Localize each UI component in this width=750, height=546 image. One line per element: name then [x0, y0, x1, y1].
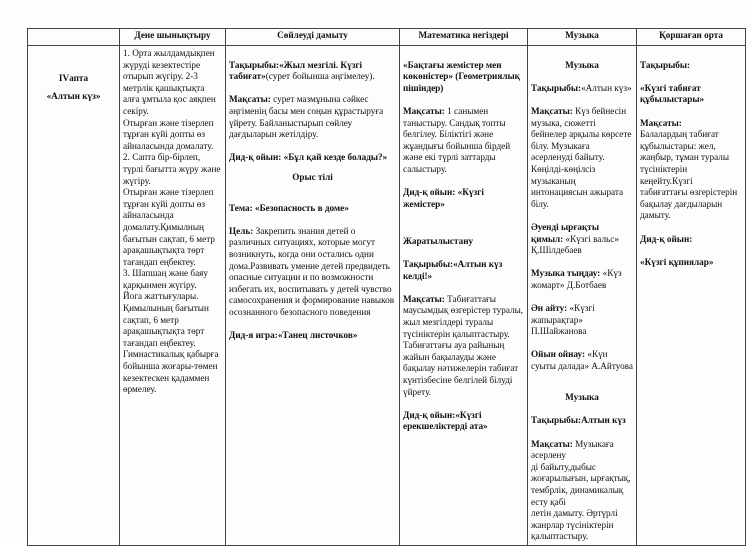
header-physical: Дене шынықтыру — [120, 29, 226, 46]
music-rhythm-label: Әуенді ырғақты қимыл: — [531, 221, 599, 244]
music-title-2: Музыка — [565, 392, 599, 403]
header-music: Музыка — [528, 29, 637, 46]
speech-goal: сурет мазмұнына сәйкес әңгіменің басы мен соңын құрастыруға үйрету. Байланыстырып сөйлеу дағдыларын жетілдіру. — [229, 94, 384, 140]
math-cell — [400, 46, 528, 546]
music-cell — [528, 46, 637, 546]
speech-game-label: Дид-қ ойын: — [229, 152, 282, 163]
header-environment: Қоршаған орта — [637, 29, 746, 46]
music-topic2-label: Тақырыбы: — [531, 415, 582, 426]
ru-topic: «Безопасность в доме» — [252, 202, 349, 213]
music-game: «Күн суыты далада» А.Айтуова — [531, 349, 633, 372]
week-cell — [28, 46, 120, 546]
header-math: Математика негіздері — [400, 29, 528, 46]
music-sing: «Күзгі жапырақтар» П.Шайжанова — [531, 303, 595, 337]
speech-cell — [226, 46, 400, 546]
table-header-row — [28, 29, 746, 46]
env-goal-label: Мақсаты: — [640, 117, 682, 128]
nature-block — [403, 224, 524, 433]
speech-topic: «Жыл мезгілі. Күзгі табиғат» — [229, 59, 363, 82]
russian-title: Орыс тілі — [292, 171, 333, 182]
music-rhythm: «Күзгі вальс» Қ.Шілдебаев — [531, 233, 619, 256]
nature-game-label: Дид-қ ойын: — [403, 409, 456, 420]
music-sing-label: Ән айту: — [531, 303, 568, 314]
math-game: «Күзгі жемістер» — [403, 187, 484, 209]
header-empty — [28, 29, 120, 46]
physical-cell — [120, 46, 226, 546]
ru-topic-label: Тема: — [229, 202, 253, 213]
math-goal-label: Мақсаты: — [403, 105, 445, 116]
ru-goal: Закрепить знания детей о различных ситуациях, которые могут возникнуть, когда они остались одни дома.Развивать умение детей предвидеть опасные ситуации и по возможности избегать их, воспитывать у детей чувство самосохранения и формирование навыков осознанного безопасного поведения — [229, 225, 395, 317]
nature-topic: «Алтын күз келді!» — [403, 259, 503, 281]
nature-goal: Табиғаттағы маусымдық өзгерістер туралы, жыл мезгілдері туралы түсініктерін қалыптастыру. Табиғаттағы ауа райының жайын бақылауды және бақылау нәтижелерін табиғат күнтізбесіне белгілей білуді үйрету. — [403, 293, 524, 397]
russian-block — [229, 191, 396, 342]
table-row-week4 — [28, 46, 746, 546]
music-block-2 — [531, 381, 633, 543]
env-game-label: Дид-қ ойын: — [640, 233, 693, 244]
music-game-label: Ойын ойнау: — [531, 349, 586, 360]
speech-block — [229, 48, 396, 164]
env-block — [640, 48, 742, 268]
music-topic-label: Тақырыбы: — [531, 82, 582, 93]
math-block — [403, 48, 524, 210]
music-goal: Күз бейнесін музыка, сюжетті бейнелер арқылы көрсете білу. Музыкаға әсерленуді байыту. Көңілді-көңілсіз музыканың интонациясын ажырата білу. — [531, 105, 632, 209]
ru-game-label: Дид-я игра: — [229, 330, 278, 341]
math-topic: «Бақтағы жемістер мен көкөністер» (Геометриялық пішіндер) — [403, 59, 520, 93]
env-game: «Күзгі құпиялар» — [640, 256, 714, 267]
week-theme: «Алтын күз» — [46, 91, 101, 101]
nature-goal-label: Мақсаты: — [403, 293, 445, 304]
music-topic: «Алтын күз» — [581, 82, 632, 93]
music-block — [531, 48, 633, 373]
math-goal: 1 санымен таныстыру. Сандық топты белгілеу. Біліктігі және жұандығы бойынша бірдей және екі түрлі заттарды салыстыру. — [403, 105, 511, 174]
speech-topic-note: (сурет бойынша әңгімелеу). — [265, 71, 375, 82]
music-topic2: Алтын күз — [581, 415, 626, 426]
nature-game: «Күзгі ерекшеліктерді ата» — [403, 409, 488, 432]
music-goal-label: Мақсаты: — [531, 105, 573, 116]
math-game-label: Дид-қ ойын: — [403, 187, 456, 198]
env-goal: Балалардың табиғат құбылыстары: жел, жаңбыр, тұман туралы түсініктерін кеңейту.Күзгі табиғаттағы өзгерістерін бақылау дағдыларын дамыту. — [640, 129, 738, 221]
music-goal2-label: Мақсаты: — [531, 438, 573, 449]
ru-game: «Танец листочков» — [277, 330, 358, 341]
environment-cell — [637, 46, 746, 546]
speech-goal-label: Мақсаты: — [229, 94, 271, 105]
music-goal2: Музыкаға әсерлену ді байыту,дыбыс жоғарылығын, ырғақтық, тембрлік, динамикалық есту қабі летін дамыту. Әртүрлі жанрлар түсініктерін қалыптастыру. — [531, 438, 631, 542]
nature-topic-label: Тақырыбы: — [403, 259, 454, 270]
music-title: Музыка — [565, 59, 599, 70]
music-listen: «Күз жомарт» Д.Ботбаев — [531, 268, 622, 290]
music-listen-label: Музыка тыңдау: — [531, 268, 601, 279]
speech-game: «Бұл қай кезде болады?» — [281, 152, 388, 163]
header-speech: Сөйлеуді дамыту — [226, 29, 400, 46]
env-topic: «Күзгі табиғат құбылыстары» — [640, 82, 705, 105]
nature-title: Жаратылыстану — [403, 235, 474, 246]
lesson-plan-table — [27, 28, 746, 546]
ru-goal-label: Цель: — [229, 225, 254, 236]
speech-topic-label: Тақырыбы: — [229, 59, 280, 70]
physical-text: 1. Орта жылдамдықпен жүруді кезектестіре отырып жүгіру. 2-3 метрлік қашықтықта алға ұмтыла қос аяқпен секіру. Отырған және тізерлеп тұрған күйі допты өз айналасында домалату. 2. Сапта бір-бірлеп, түрлі бағытта жүру және жүгіру. Отырған және тізерлеп тұрған күйі допты өз айналасында домалату.Қимылның бағытын сақтап, 6 метр арақашықтықта төрт тағандап еңбектеу. 3. Шапшаң және баяу қарқынмен жүгіру. Йога жаттығулары. Қимылының бағытын сақтап, 6 метр арақашықтықта төрт тағандап еңбектеу. Гимнастикалық қабырға бойынша жоғары-төмен кезектескен қадаммен өрмелеу. — [123, 48, 221, 395]
week-number: IVапта — [58, 73, 89, 83]
env-topic-label: Тақырыбы: — [640, 59, 691, 70]
